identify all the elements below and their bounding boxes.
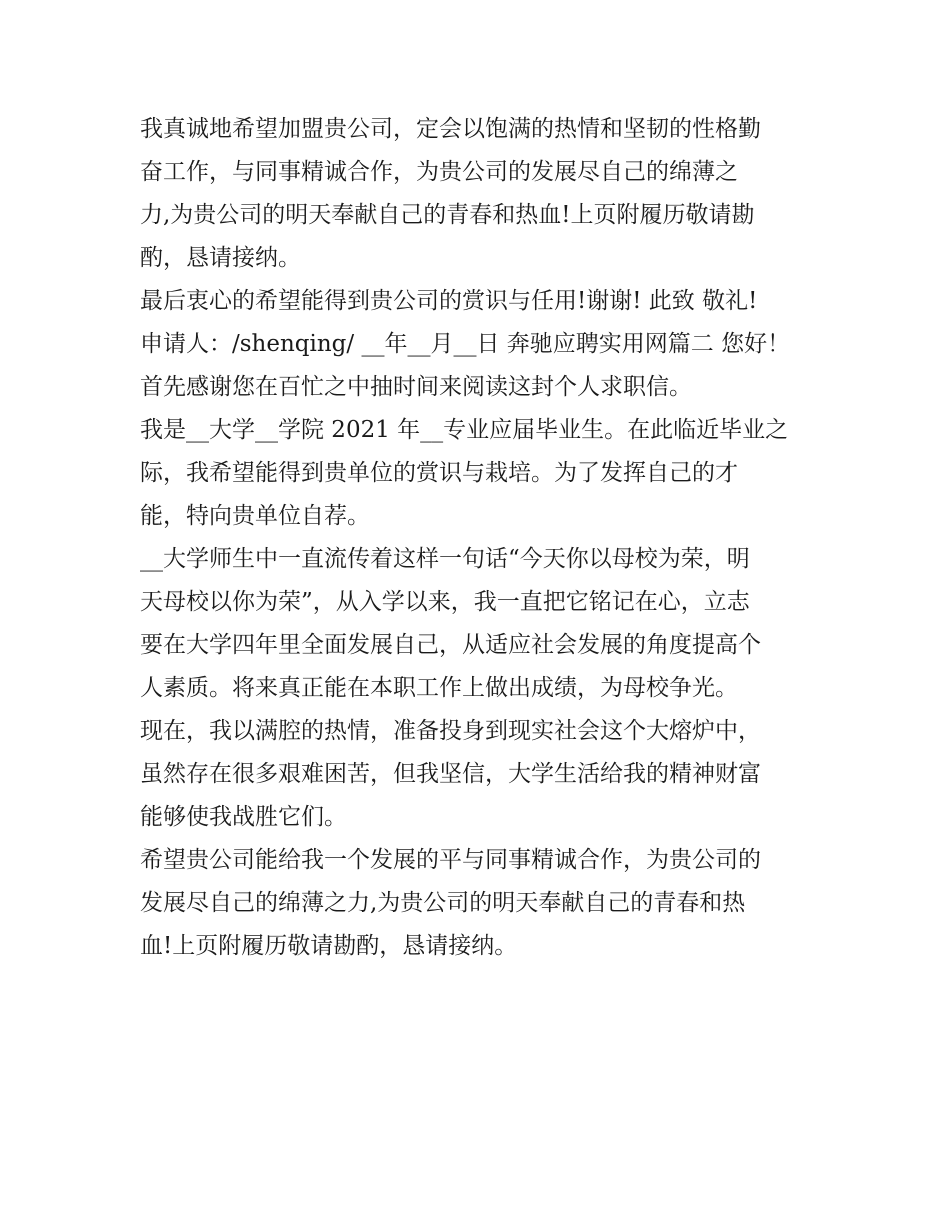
paragraph-salutation — [140, 280, 820, 409]
paragraph-closing-hope — [140, 108, 820, 280]
text-line: 发展尽自己的绵薄之力,为贵公司的明天奉献自己的青春和热 — [140, 890, 746, 916]
text-line: 际，我希望能得到贵单位的赏识与栽培。为了发挥自己的才 — [140, 460, 738, 486]
text-line: 人素质。将来真正能在本职工作上做出成绩，为母校争光。 — [140, 675, 738, 701]
text-line: 血!上页附履历敬请勘酌，恳请接纳。 — [140, 933, 518, 959]
text-line: 虽然存在很多艰难困苦，但我坚信，大学生活给我的精神财富 — [140, 761, 761, 787]
text-line: 奋工作，与同事精诚合作，为贵公司的发展尽自己的绵薄之 — [140, 159, 738, 185]
letter-body — [140, 108, 820, 968]
text-line: 最后衷心的希望能得到贵公司的赏识与任用!谢谢! 此致 敬礼! — [140, 288, 758, 314]
text-line: 我真诚地希望加盟贵公司，定会以饱满的热情和坚韧的性格勤 — [140, 116, 761, 142]
text-line: 现在，我以满腔的热情，准备投身到现实社会这个大熔炉中， — [140, 718, 761, 744]
text-line: __大学师生中一直流传着这样一句话“今天你以母校为荣，明 — [140, 546, 750, 572]
text-line: 首先感谢您在百忙之中抽时间来阅读这封个人求职信。 — [140, 374, 692, 400]
text-line: 能，特向贵单位自荐。 — [140, 503, 370, 529]
text-line: 酌，恳请接纳。 — [140, 245, 301, 271]
text-line: 我是__大学__学院 2021 年__专业应届毕业生。在此临近毕业之 — [140, 417, 789, 443]
paragraph-motto — [140, 538, 820, 710]
text-line: 天母校以你为荣”，从入学以来，我一直把它铭记在心，立志 — [140, 589, 750, 615]
text-line: 希望贵公司能给我一个发展的平与同事精诚合作，为贵公司的 — [140, 847, 761, 873]
text-line: 力,为贵公司的明天奉献自己的青春和热血!上页附履历敬请勘 — [140, 202, 755, 228]
text-line: 申请人：/shenqing/ __年__月__日 奔驰应聘实用网篇二 您好！ — [140, 331, 791, 357]
text-line: 要在大学四年里全面发展自己，从适应社会发展的角度提高个 — [140, 632, 761, 658]
paragraph-introduction — [140, 409, 820, 538]
paragraph-enthusiasm — [140, 710, 820, 839]
text-line: 能够使我战胜它们。 — [140, 804, 347, 830]
paragraph-final-request — [140, 839, 820, 968]
